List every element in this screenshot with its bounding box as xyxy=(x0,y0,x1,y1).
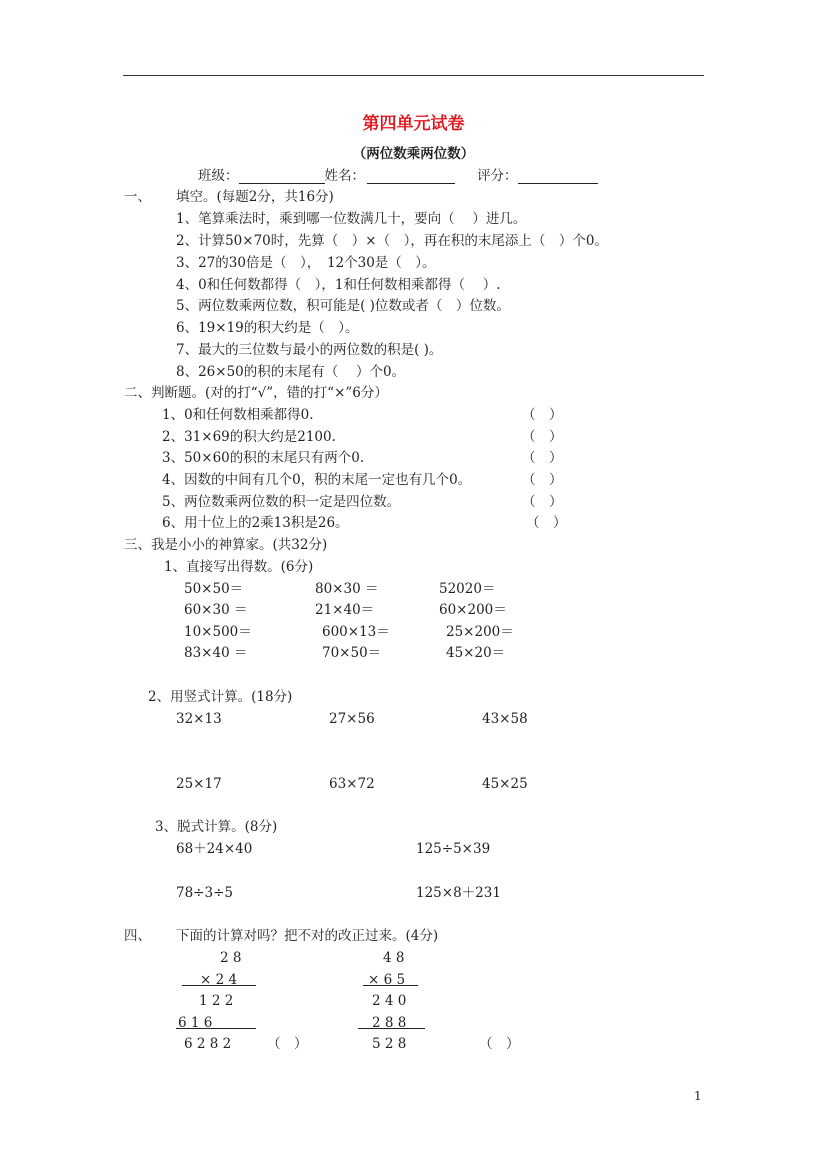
oral-item: 50×50＝ xyxy=(184,581,244,597)
oral-item: 60×200＝ xyxy=(439,602,507,618)
fill-item: 7、最大的三位数与最小的两位数的积是( )。 xyxy=(176,342,443,358)
vertical-calc-item: 43×58 xyxy=(482,711,528,727)
judge-paren[interactable]: （ ） xyxy=(522,450,563,466)
section-2-heading: 二、判断题。(对的打“√”，错的打“×”6分） xyxy=(124,385,388,401)
header-rule xyxy=(123,75,704,76)
q1-heading: 1、直接写出得数。(6分) xyxy=(164,559,314,575)
page-subtitle: （两位数乘两位数） xyxy=(352,146,475,162)
judge-item: 3、50×60的积的末尾只有两个0. xyxy=(162,450,365,466)
calc1-line: 2 8 xyxy=(220,950,242,966)
page-title: 第四单元试卷 xyxy=(362,114,465,134)
calc1-line: 1 2 2 xyxy=(199,993,234,1009)
calc2-line: 5 2 8 xyxy=(372,1036,407,1052)
calc2-rule xyxy=(363,985,418,986)
fill-item: 2、计算50×70时，先算（ ）×（ ），再在积的末尾添上（ ）个0。 xyxy=(176,233,608,249)
info-line xyxy=(198,168,598,184)
vertical-calc-item: 25×17 xyxy=(176,776,222,792)
name-label: 姓名： xyxy=(324,168,365,184)
vertical-calc-item: 63×72 xyxy=(329,776,375,792)
score-label: 评分： xyxy=(477,168,518,184)
score-field[interactable] xyxy=(518,170,598,184)
vertical-calc-item: 27×56 xyxy=(329,711,375,727)
oral-item: 600×13＝ xyxy=(322,624,390,640)
answer-paren[interactable]: （ ） xyxy=(479,1036,520,1052)
judge-paren[interactable]: （ ） xyxy=(526,515,567,531)
oral-item: 25×200＝ xyxy=(446,624,514,640)
calc2-line: 4 8 xyxy=(383,950,405,966)
class-field[interactable] xyxy=(239,170,325,184)
calc1-line: 6 1 6 xyxy=(178,1015,213,1031)
fill-item: 3、27的30倍是（ ）， 12个30是（ ）。 xyxy=(176,255,436,271)
judge-paren[interactable]: （ ） xyxy=(522,429,563,445)
judge-paren[interactable]: （ ） xyxy=(522,494,563,510)
fill-item: 8、26×50的积的末尾有（ ）个0。 xyxy=(176,364,406,380)
section-1-heading: 填空。(每题2分，共16分) xyxy=(176,189,334,205)
oral-item: 45×20＝ xyxy=(446,645,506,661)
judge-item: 1、0和任何数相乘都得0. xyxy=(162,407,314,423)
section-4-number: 四、 xyxy=(124,928,151,944)
calc2-line: 2 4 0 xyxy=(372,993,407,1009)
name-field[interactable] xyxy=(367,170,455,184)
q2-heading: 2、用竖式计算。(18分) xyxy=(148,689,293,705)
calc2-line: × 6 5 xyxy=(368,972,406,988)
calc2-line: 2 8 8 xyxy=(372,1015,407,1031)
oral-item: 52020＝ xyxy=(439,581,496,597)
oral-item: 80×30 ＝ xyxy=(315,581,379,597)
section-1-number: 一、 xyxy=(124,189,151,205)
judge-item: 2、31×69的积大约是2100. xyxy=(162,429,336,445)
section-4-heading: 下面的计算对吗？把不对的改正过来。(4分) xyxy=(176,928,439,944)
step-calc-item: 125÷5×39 xyxy=(416,841,491,857)
class-label: 班级： xyxy=(198,168,239,184)
calc1-line: × 2 4 xyxy=(200,972,238,988)
calc1-rule xyxy=(176,1028,256,1029)
step-calc-item: 68＋24×40 xyxy=(176,841,253,857)
calc1-line: 6 2 8 2 xyxy=(184,1036,232,1052)
calc2-rule xyxy=(358,1028,425,1029)
q3-heading: 3、脱式计算。(8分) xyxy=(155,819,278,835)
oral-item: 60×30 ＝ xyxy=(184,602,248,618)
step-calc-item: 125×8＋231 xyxy=(416,885,501,901)
step-calc-item: 78÷3÷5 xyxy=(176,885,233,901)
fill-item: 5、两位数乘两位数，积可能是( )位数或者（ ）位数。 xyxy=(176,298,510,314)
judge-item: 6、用十位上的2乘13积是26。 xyxy=(162,515,349,531)
vertical-calc-item: 45×25 xyxy=(482,776,528,792)
oral-item: 10×500＝ xyxy=(184,624,252,640)
section-3-heading: 三、我是小小的神算家。(共32分) xyxy=(124,537,328,553)
judge-item: 4、因数的中间有几个0，积的末尾一定也有几个0。 xyxy=(162,472,472,488)
answer-paren[interactable]: （ ） xyxy=(267,1036,308,1052)
judge-item: 5、两位数乘两位数的积一定是四位数。 xyxy=(162,494,401,510)
judge-paren[interactable]: （ ） xyxy=(522,407,563,423)
calc1-rule xyxy=(182,985,256,986)
fill-item: 6、19×19的积大约是（ ）。 xyxy=(176,320,359,336)
oral-item: 70×50＝ xyxy=(322,645,382,661)
judge-paren[interactable]: （ ） xyxy=(522,472,563,488)
fill-item: 4、0和任何数都得（ ），1和任何数相乘都得（ ）. xyxy=(176,277,501,293)
fill-item: 1、笔算乘法时，乘到哪一位数满几十，要向（ ）进几。 xyxy=(176,211,527,227)
page-number: 1 xyxy=(694,1089,702,1103)
vertical-calc-item: 32×13 xyxy=(176,711,222,727)
oral-item: 83×40 ＝ xyxy=(184,645,248,661)
oral-item: 21×40＝ xyxy=(315,602,375,618)
